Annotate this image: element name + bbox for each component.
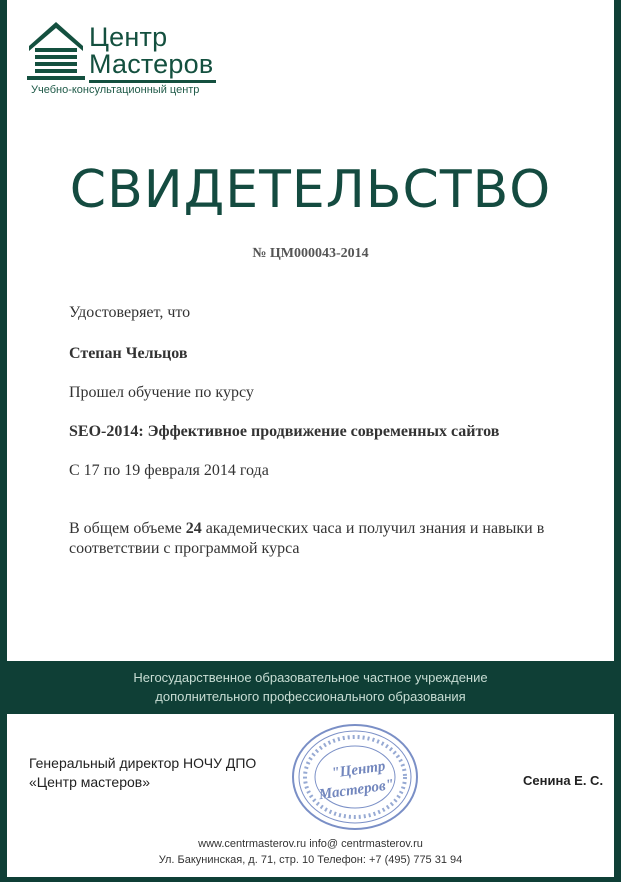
footer-web-email: www.centrmasterov.ru info@ centrmasterov.ru xyxy=(198,838,423,850)
logo-text-line-2: Мастеров xyxy=(89,49,214,79)
logo-subtitle: Учебно-консультационный центр xyxy=(31,84,200,96)
stamp-text-line-2: Мастеров" xyxy=(317,776,395,804)
footer-contacts xyxy=(7,836,614,868)
volume-suffix: академических часа и получил знания и навыки в соответствии с программой курса xyxy=(69,520,545,557)
stamp-text-line-1: "Центр xyxy=(330,758,387,782)
course-volume-text xyxy=(69,519,549,559)
course-dates: С 17 по 19 февраля 2014 года xyxy=(69,462,269,479)
logo-underline xyxy=(89,80,216,83)
director-title xyxy=(29,754,256,792)
passed-course-text: Прошел обучение по курсу xyxy=(69,384,254,401)
certifies-text: Удостоверяет, что xyxy=(69,304,191,321)
institution-band xyxy=(7,661,614,714)
recipient-name: Степан Чельцов xyxy=(69,345,188,362)
institution-line-2: дополнительного профессионального образования xyxy=(155,689,466,704)
house-logo-icon xyxy=(27,18,85,82)
logo xyxy=(21,18,241,98)
course-title: SEO-2014: Эффективное продвижение современных сайтов xyxy=(69,423,500,440)
certificate-number: № ЦМ000043-2014 xyxy=(252,246,369,261)
volume-hours: 24 xyxy=(185,520,202,537)
footer-address-phone: Ул. Бакунинская, д. 71, стр. 10 Телефон: +7 (495) 775 31 94 xyxy=(158,854,463,866)
logo-text-line-1: Центр xyxy=(89,22,168,52)
volume-prefix: В общем объеме xyxy=(69,520,182,537)
official-stamp xyxy=(289,719,425,831)
director-line-2: «Центр мастеров» xyxy=(29,774,150,790)
institution-line-1: Негосударственное образовательное частное учреждение xyxy=(133,670,488,685)
director-line-1: Генеральный директор НОЧУ ДПО xyxy=(29,755,257,771)
signer-name: Сенина Е. С. xyxy=(523,773,604,788)
document-title: СВИДЕТЕЛЬСТВО xyxy=(69,160,552,220)
